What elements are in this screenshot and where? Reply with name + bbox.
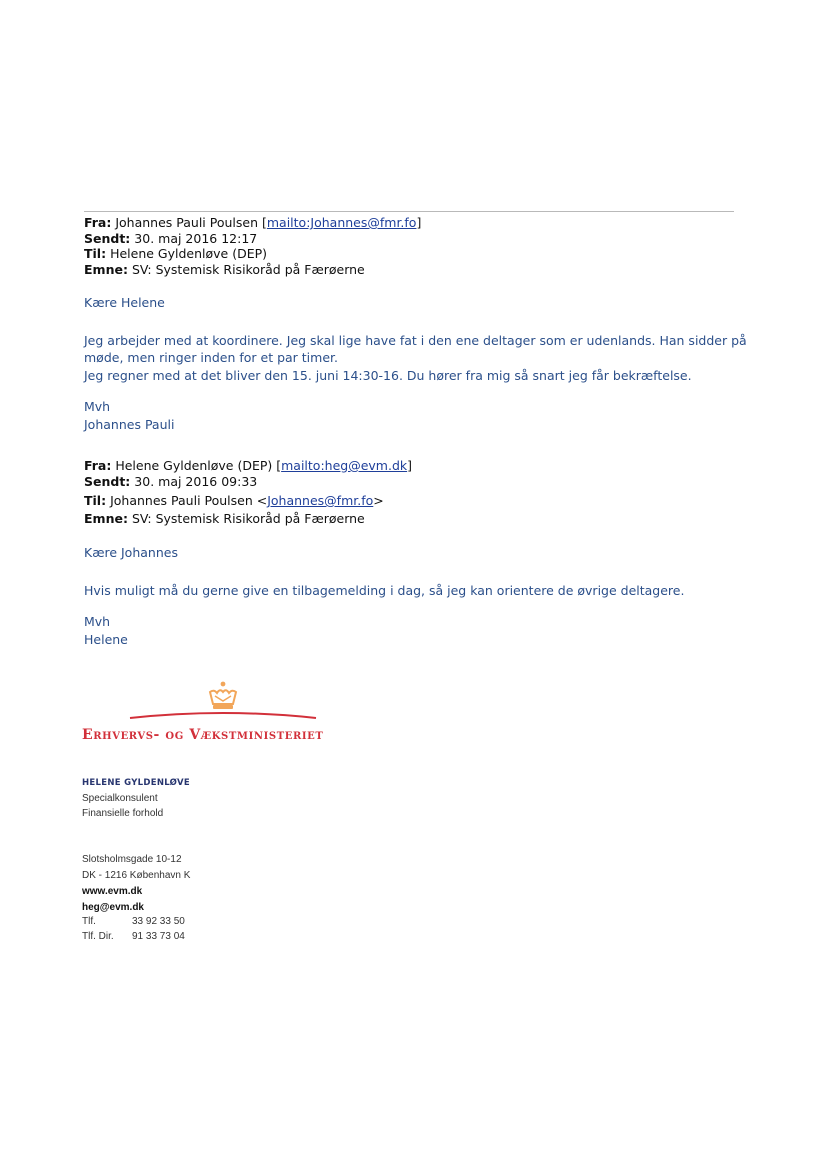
from-value: Johannes Pauli Poulsen [ xyxy=(115,215,267,230)
signature-direct-phone xyxy=(82,929,185,944)
bracket: ] xyxy=(407,458,413,473)
email1-from-line xyxy=(84,215,421,231)
signature-title: Specialkonsulent xyxy=(82,793,158,804)
email-link[interactable]: heg@evm.dk xyxy=(82,902,144,913)
to-label: Til: xyxy=(84,246,107,261)
email2-to-line xyxy=(84,493,384,509)
signature-website[interactable] xyxy=(82,884,142,899)
subject-label: Emne: xyxy=(84,511,128,526)
bracket: > xyxy=(373,493,384,508)
email1-body-line: Jeg arbejder med at koordinere. Jeg skal lige have fat i den ene deltager som er udenlands. Han sidder på xyxy=(84,333,747,348)
subject-value: SV: Systemisk Risikoråd på Færøerne xyxy=(131,262,365,277)
email2-signoff: Helene xyxy=(84,632,128,647)
email2-from-line xyxy=(84,458,412,474)
to-value: Johannes Pauli Poulsen < xyxy=(110,493,268,508)
signature-address: DK - 1216 København K xyxy=(82,870,191,881)
from-email-link[interactable]: mailto:Johannes@fmr.fo xyxy=(266,215,417,230)
bracket: ] xyxy=(416,215,422,230)
to-value: Helene Gyldenløve (DEP) xyxy=(110,246,268,261)
email2-closing: Mvh xyxy=(84,614,111,629)
sent-value: 30. maj 2016 09:33 xyxy=(134,474,258,489)
email2-sent-line xyxy=(84,474,257,490)
signature-phone xyxy=(82,914,185,929)
sent-label: Sendt: xyxy=(84,474,131,489)
header-divider xyxy=(84,211,734,212)
email2-subject-line xyxy=(84,511,365,527)
from-label: Fra: xyxy=(84,215,112,230)
email1-subject-line xyxy=(84,262,365,278)
signature-name: HELENE GYLDENLØVE xyxy=(82,778,191,788)
email1-sent-line xyxy=(84,231,257,247)
phone-value: 33 92 33 50 xyxy=(132,916,185,927)
email1-body-line: Jeg regner med at det bliver den 15. juni 14:30-16. Du hører fra mig så snart jeg får bekræftelse. xyxy=(84,368,692,383)
email1-closing: Mvh xyxy=(84,399,111,414)
direct-phone-value: 91 33 73 04 xyxy=(132,931,185,942)
subject-value: SV: Systemisk Risikoråd på Færøerne xyxy=(131,511,365,526)
from-label: Fra: xyxy=(84,458,112,473)
signature-email[interactable] xyxy=(82,900,144,915)
signature-address: Slotsholmsgade 10-12 xyxy=(82,854,182,865)
email2-greeting: Kære Johannes xyxy=(84,545,178,560)
email1-to-line xyxy=(84,246,267,262)
signature-department: Finansielle forhold xyxy=(82,808,164,819)
subject-label: Emne: xyxy=(84,262,128,277)
sent-label: Sendt: xyxy=(84,231,131,246)
ministry-name: Erhvervs- og Vækstministeriet xyxy=(82,727,324,743)
email2-body-line: Hvis muligt må du gerne give en tilbagemelding i dag, så jeg kan orientere de øvrige deltagere. xyxy=(84,583,685,598)
from-email-link[interactable]: mailto:heg@evm.dk xyxy=(281,458,408,473)
phone-label: Tlf. xyxy=(82,916,96,927)
sent-value: 30. maj 2016 12:17 xyxy=(134,231,258,246)
to-label: Til: xyxy=(84,493,107,508)
direct-phone-label: Tlf. Dir. xyxy=(82,931,114,942)
from-value: Helene Gyldenløve (DEP) [ xyxy=(115,458,282,473)
email1-body-line: møde, men ringer inden for et par timer. xyxy=(84,350,338,365)
to-email-link[interactable]: Johannes@fmr.fo xyxy=(267,493,374,508)
website-link[interactable]: www.evm.dk xyxy=(82,886,143,897)
email1-signoff: Johannes Pauli xyxy=(84,417,175,432)
email1-greeting: Kære Helene xyxy=(84,295,165,310)
logo-swoosh xyxy=(128,704,318,724)
